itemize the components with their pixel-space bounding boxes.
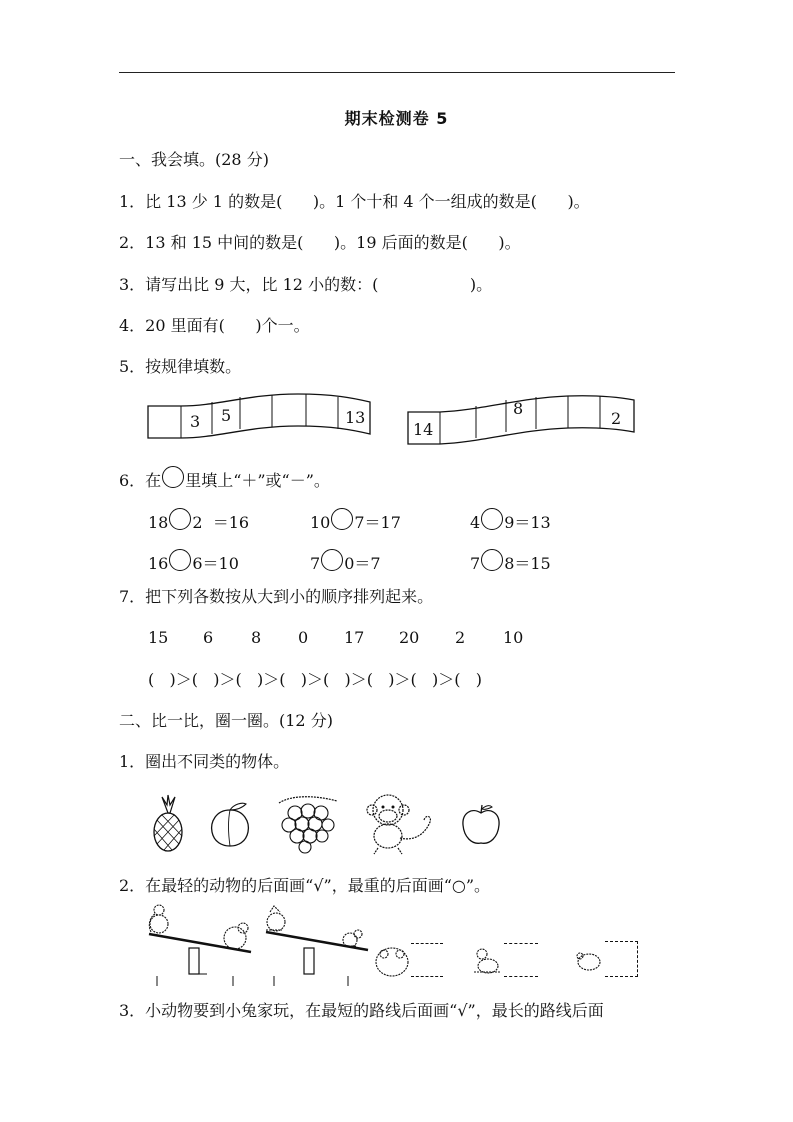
number-strip-left (148, 392, 373, 444)
question-2-2: 2．在最轻的动物的后面画“√”，最重的后面画“○”。 (119, 876, 491, 895)
grapes-icon[interactable] (275, 795, 343, 853)
answer-circle-icon[interactable] (331, 508, 353, 530)
animal-1-icon (372, 940, 412, 978)
seesaw-left-icon (145, 902, 255, 986)
question-1-2: 2．13 和 15 中间的数是( )。19 后面的数是( )。 (119, 233, 521, 252)
answer-box-2[interactable] (504, 943, 538, 977)
q6-result: 2 ＝16 (192, 513, 250, 532)
q6-result: 0＝7 (344, 554, 381, 573)
q6-item-2 (310, 508, 401, 533)
section2-heading: 二、比一比，圈一圈。(12 分) (119, 711, 333, 730)
strip-left-value-3: 13 (345, 408, 366, 427)
q6-result: 8＝15 (504, 554, 551, 573)
q6-operand: 4 (470, 513, 481, 532)
question-2-3: 3．小动物要到小兔家玩，在最短的路线后面画“√”，最长的路线后面 (119, 1001, 604, 1020)
q6-operand: 16 (148, 554, 169, 573)
q7-number: 17 (344, 628, 365, 647)
q7-number: 6 (203, 628, 214, 647)
question-2-1: 1．圈出不同类的物体。 (119, 752, 290, 771)
answer-circle-icon[interactable] (169, 549, 191, 571)
monkey-icon[interactable] (360, 792, 434, 856)
seesaw-right-icon (262, 902, 372, 986)
q6-item-1 (148, 508, 249, 533)
q6-operand: 7 (310, 554, 321, 573)
apple-icon[interactable] (460, 803, 502, 847)
section1-heading: 一、我会填。(28 分) (119, 150, 269, 169)
q6-suffix: 里填上“＋”或“－”。 (185, 471, 330, 490)
answer-box-3[interactable] (605, 941, 638, 977)
answer-circle-icon[interactable] (481, 549, 503, 571)
question-1-1: 1．比 13 少 1 的数是( )。1 个十和 4 个一组成的数是( )。 (119, 192, 590, 211)
q6-prefix: 6．在 (119, 471, 162, 490)
q6-item-5 (310, 549, 381, 574)
q6-result: 9＝13 (504, 513, 551, 532)
answer-circle-icon[interactable] (481, 508, 503, 530)
peach-icon[interactable] (208, 802, 252, 848)
top-rule (119, 72, 675, 73)
animal-3-icon (574, 948, 604, 974)
strip-right-value-2: 8 (513, 399, 524, 418)
animal-2-icon (470, 944, 504, 976)
q7-order-blanks: ( )＞( )＞( )＞( )＞( )＞( )＞( )＞( ) (148, 670, 482, 689)
answer-circle-icon[interactable] (169, 508, 191, 530)
q6-result: 6＝10 (192, 554, 239, 573)
answer-circle-icon (162, 466, 184, 488)
strip-right-value-1: 14 (413, 420, 434, 439)
answer-circle-icon[interactable] (321, 549, 343, 571)
strip-right-value-3: 2 (611, 409, 622, 428)
q6-item-4 (148, 549, 239, 574)
question-1-4: 4．20 里面有( )个一。 (119, 316, 310, 335)
q6-operand: 10 (310, 513, 331, 532)
strip-left-value-1: 3 (190, 412, 201, 431)
q7-number: 15 (148, 628, 169, 647)
q7-number: 0 (298, 628, 309, 647)
question-1-6 (119, 466, 330, 491)
question-1-7: 7．把下列各数按从大到小的顺序排列起来。 (119, 587, 434, 606)
q6-operand: 18 (148, 513, 169, 532)
question-1-3: 3．请写出比 9 大，比 12 小的数：( )。 (119, 275, 493, 294)
question-1-5: 5．按规律填数。 (119, 357, 242, 376)
q6-item-6 (470, 549, 551, 574)
strip-left-value-2: 5 (221, 406, 232, 425)
q6-result: 7＝17 (354, 513, 401, 532)
pineapple-icon[interactable] (148, 795, 188, 853)
answer-box-1[interactable] (411, 943, 443, 977)
q7-number: 8 (251, 628, 262, 647)
page-title: 期末检测卷 5 (344, 109, 449, 128)
q7-number: 2 (455, 628, 466, 647)
q7-number: 20 (399, 628, 420, 647)
q7-number: 10 (503, 628, 524, 647)
q6-item-3 (470, 508, 551, 533)
q6-operand: 7 (470, 554, 481, 573)
